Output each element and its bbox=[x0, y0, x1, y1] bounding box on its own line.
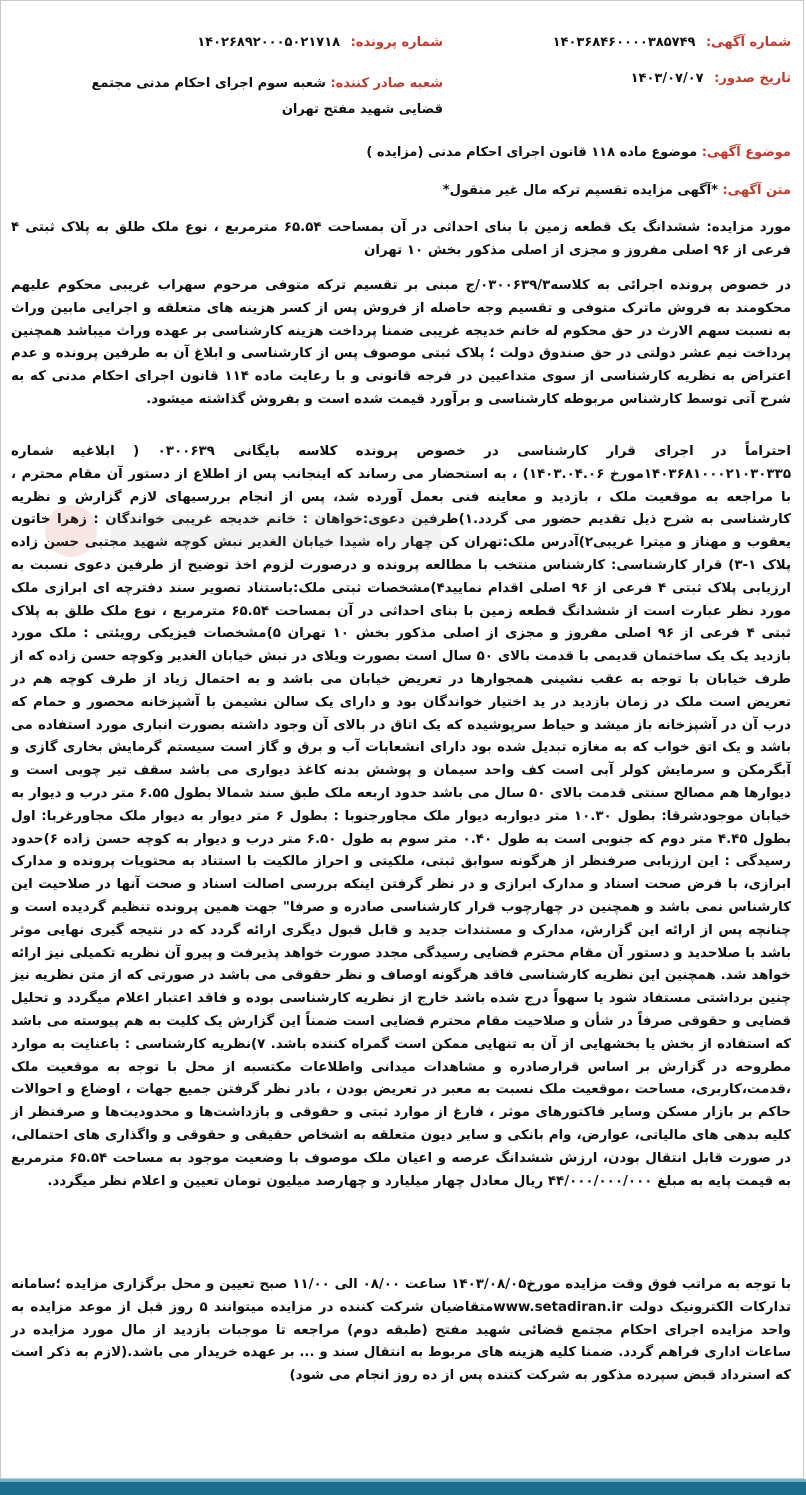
expert-report-paragraph: احتراماً در اجرای قرار کارشناسی در خصوص پرونده کلاسه بایگانی ۰۳۰۰۶۳۹ ( ابلاغیه شماره ۱۴۰۳۶۸۱۰۰۰۲۱۰۳۰۳۳۵مورخ ۱۴۰۳.۰۴.۰۶) ، به استحضار می رساند که اینجانب پس از اطلاع از دستور آن مقام محترم ، با مراجعه به موقعیت ملک ، بازدید و معاینه فنی بعمل آورده شد، پس از انجام بررسیهای لازم گزارش و نظریه کارشناسی به شرح ذیل تقدیم حضور می گردد.۱)طرفین دعوی:خواهان : خانم خدیجه غریبی خواندگان : زهرا خاتون یعقوب و مهناز و میترا غریبی۲)آدرس ملک:تهران کن چهار راه شیدا خیابان الغدیر نبش کوچه شهید مجتبی حسن زاده پلاک ۱-۳) قرار کارشناسی: کارشناس منتخب با مطالعه پرونده و درصورت لزوم اخذ توضیح از طرفین دعوی نسبت به ارزیابی پلاک ثبتی ۴ فرعی از ۹۶ اصلی اقدام نمایید۴)مشخصات ثبتی ملک:باستناد تصویر سند دفترچه ای ابرازی ملک مورد نظر عبارت است از ششدانگ قطعه زمین با بنای احداثی در آن بمساحت ۶۵.۵۴ مترمربع ، نوع ملک طلق به پلاک ثبتی ۴ فرعی از ۹۶ اصلی مفروز و مجزی از اصلی مذکور بخش ۱۰ تهران ۵)مشخصات فیزیکی رویئتی : ملک مورد بازدید یک یک ساختمان قدیمی با قدمت بالای ۵۰ سال است بصورت ویلای در نبش خیابان الغدیر وکوچه حسن زاده که از طرف خیابان با توجه به عقب نشینی همجوارها در تعریض خیابان می باشد و به احتمال زیاد از طرف کوچه هم در تعریض است ملک در زمان بازدید در ید اختیار خواندگان بود و دارای یک سالن نشیمن با آشپزخانه محصور و حمام که درب آن در آشپزخانه باز میشد و حیاط سرپوشیده که یک اتاق در بالای آن وجود داشته بصورت انباری مورد استفاده می باشد و یک اتق خواب که به مغازه تبدیل شده بود دارای انشعابات آب و برق و گاز است سیستم گرمایش بخاری گازی و آبگرمکن و سرمایش کولر آبی است کف واحد سیمان و پوشش بدنه کاغذ دیواری می باشد سقف تیر چوبی است و دیوارها هم مصالح سنتی قدمت بالای ۵۰ سال می باشد حدود اربعه ملک طبق سند شمالا بطول ۶.۵۵ متر درب و دیوار به خیابان موجودشرقا: بطول ۱۰.۳۰ متر دیواربه دیوار ملک مجاورجنوبا : بطول ۶ متر دیوار به دیوار ملک مجاورغربا: اول بطول ۴.۴۵ متر دوم که جنوبی است به طول ۰.۴۰ متر سوم به طول ۶.۵۰ متر درب و دیوار به کوچه حسن زاده ۶)حدود رسیدگی : این ارزیابی صرفنظر از هرگونه سوابق ثبتی، ملکیتی و احراز مالکیت با استناد به محتویات پرونده و مدارک ابرازی، با فرض صحت اسناد و مدارک ابرازی و در نظر گرفتن اینکه بررسی اصالت اسناد و صحت آنها در صلاحیت این کارشناس نمی باشد و همچنین در چهارچوب قرار کارشناسی صادره و صرفا" جهت همین پرونده تنظیم گردیده است و چنانچه پس از ارائه این گزارش، مدارک و مستندات جدید و قابل قبول دیگری ارائه گردد که در نتیجه گیری نهایی موثر باشد با صلاحدید و دستور آن مقام محترم قضایی رسیدگی مجدد صورت خواهد پذیرفت و پیرو آن نظریه تکمیلی نیز ارائه خواهد شد. همچنین این نظریه کارشناسی فاقد هرگونه اوصاف و نظر حقوقی می باشد در صورتی که از متن نظریه نیز چنین برداشتی مستفاد شود یا سهواً درج شده باشد خارج از نظریه کارشناسی بوده و فاقد اعتبار اعلام میگردد و تحلیل قضایی و حقوقی صرفاً در شأن و صلاحیت مقام محترم قضایی است ضمناً این گزارش یک کلیت به هم پیوسته می باشد که استفاده از بخش یا بخشهایی از آن به تنهایی ممکن است گمراه کننده باشد. ۷)نظریه کارشناسی : باعنایت به موارد مطروحه در گزارش بر اساس قرارصادره و مشاهدات میدانی واطلاعات مکتسبه از محل با توجه به موقعیت ملک ،قدمت،کاربری، مساحت ،موقعیت ملک نسبت به معبر در تعریض بودن ، بادر نظر گرفتن جمیع جهات ، اوضاع و احوالات حاکم بر بازار مسکن وسایر فاکتورهای موثر ، فارغ از موارد ثبتی و حقوقی و بازداشت‌ها و محدودیت‌ها و صرفنظر از کلیه بدهی های مالیاتی، عوارض، وام بانکی و سایر دیون متعلقه به اشخاص حقیقی و حقوقی و واگذاری های احتمالی، در صورت قابل انتقال بودن، ارزش ششدانگ عرصه و اعیان ملک موصوف با وضعیت موجود به مساحت ۶۵.۵۴ مترمربع به قیمت پایه به مبلغ ۴۴/۰۰۰/۰۰۰/۰۰۰ ریال معادل چهار میلیارد و چهارصد میلیون تومان تعیین و اعلام نظر میگردد. bbox=[11, 444, 792, 1189]
case-number-value: ۱۴۰۲۶۸۹۲۰۰۰۵۰۲۱۷۱۸ bbox=[197, 35, 341, 50]
auction-item-paragraph: مورد مزایده: ششدانگ یک قطعه زمین با بنای احداثی در آن بمساحت ۶۵.۵۴ مترمربع ، نوع ملک طلق به پلاک ثبتی ۴ فرعی از ۹۶ اصلی مفروز و مجزی از اصلی مذکور بخش ۱۰ تهران bbox=[11, 220, 792, 258]
bottom-bar bbox=[0, 1479, 806, 1495]
case-number-label: شماره پرونده: bbox=[350, 35, 443, 50]
subject-row bbox=[366, 145, 791, 160]
body-title-row bbox=[443, 183, 791, 198]
notice-number-value: ۱۴۰۳۶۸۴۶۰۰۰۰۳۸۵۷۴۹ bbox=[552, 35, 696, 50]
issuer-row bbox=[48, 71, 443, 123]
issue-date-row bbox=[631, 71, 791, 86]
case-number-row bbox=[197, 35, 443, 50]
notice-number-label: شماره آگهی: bbox=[705, 35, 791, 50]
case-summary-paragraph: در خصوص پرونده اجرائی به کلاسه۰۳۰۰۶۳۹/۳/ج مبنی بر تقسیم ترکه متوفی مرحوم سهراب غریبی محکوم علیهم محکومند به فروش ماترک متوفی و تقسیم وجه حاصله از فروش پس از کسر هزینه های متعلقه و اجرایی مابین وراث به نسبت سهم الارث در حق محکوم له خانم خدیجه غریبی ضمنا پرداخت هزینه کارشناسی بر عهده وراث میباشد همچنین پرداخت نیم عشر دولتی در حق صندوق دولت ؛ پلاک ثبتی موصوف پس از کارشناسی و ابلاغ آن به طرفین پرونده و عدم اعتراض به نظریه کارشناسی از سوی متداعیین در فرجه قانونی و با رعایت ماده ۱۱۴ قانون اجرای احکام مدنی که به شرح آتی توسط کارشناس مربوطه کارشناسی و برآورد قیمت شده است و بفروش گذاشته میشود. bbox=[11, 278, 792, 407]
issue-date-value: ۱۴۰۳/۰۷/۰۷ bbox=[630, 71, 704, 86]
subject-label: موضوع آگهی: bbox=[701, 145, 791, 160]
subject-value: موضوع ماده ۱۱۸ قانون اجرای احکام مدنی (مزایده ) bbox=[366, 145, 698, 160]
bottom-bar-strip bbox=[0, 1479, 806, 1482]
issuer-label: شعبه صادر کننده: bbox=[330, 76, 443, 91]
issue-date-label: تاریخ صدور: bbox=[714, 71, 791, 86]
issuer-value: شعبه سوم اجرای احکام مدنی مجتمع قضایی شهید مفتح تهران bbox=[91, 76, 443, 117]
auction-schedule-paragraph: با توجه به مراتب فوق وقت مزایده مورخ۱۴۰۳/۰۸/۰۵ ساعت ۰۸/۰۰ الی ۱۱/۰۰ صبح تعیین و محل برگزاری مزایده ؛سامانه تدارکات الکترونیک دولت www.setadiran.irمتقاضیان شرکت کننده در مزایده میتوانند ۵ روز قبل از موعد مزایده به واحد مزایده اجرای احکام مجتمع قضائی شهید مفتح (طبقه دوم) مراجعه تا موجبات بازدید از مال مورد مزایده در ساعات اداری فراهم گردد. ضمنا کلیه هزینه های مربوط به انتقال سند و ... بر عهده خریدار می باشد.(لازم به ذکر است که استرداد قبض سپرده مذکور به شرکت کننده پس از ده روز انجام می شود) bbox=[11, 1277, 791, 1384]
body-label: متن آگهی: bbox=[722, 183, 791, 198]
body-title: *آگهی مزایده تقسیم ترکه مال غیر منقول* bbox=[442, 183, 718, 198]
notice-number-row bbox=[553, 35, 791, 50]
